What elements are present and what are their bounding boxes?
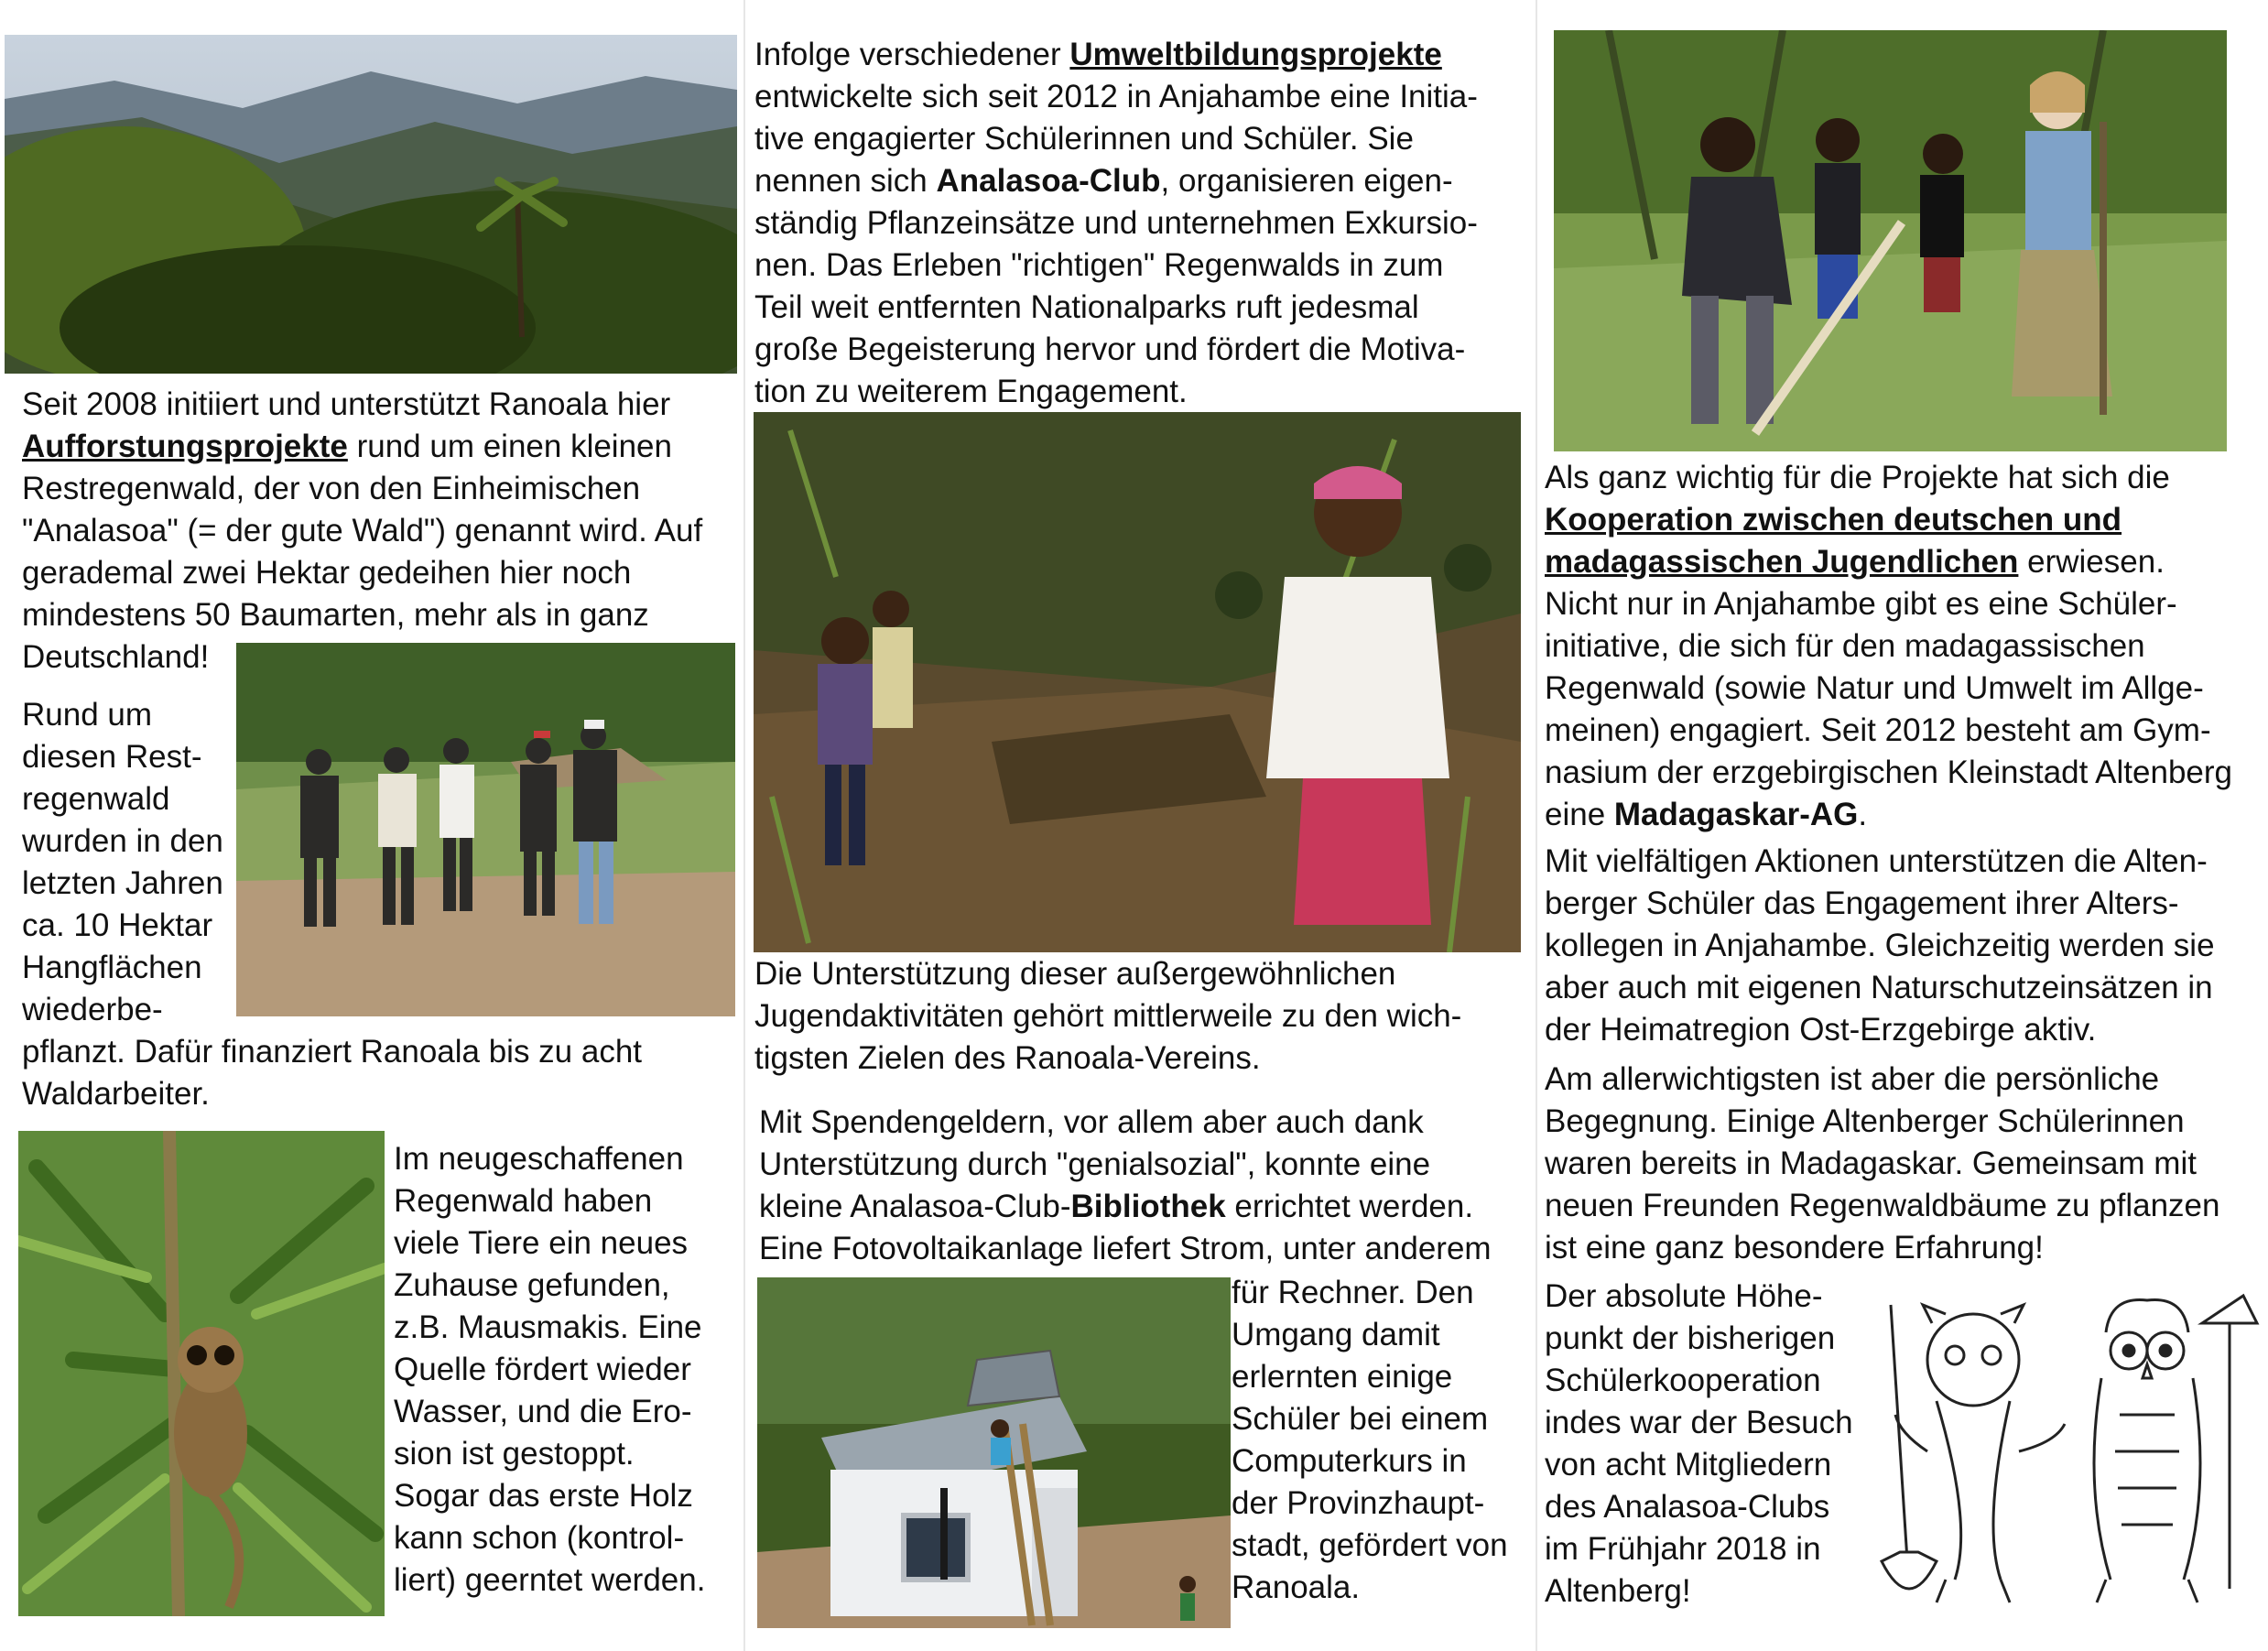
cooperation-link-part1[interactable]: Kooperation zwischen deutschen und <box>1545 502 2122 538</box>
cooperation-link-part2[interactable]: madagassischen Jugendlichen <box>1545 544 2019 580</box>
environmental-education-link[interactable]: Umweltbildungsprojekte <box>1069 37 1442 72</box>
students-planting-photo <box>1554 30 2227 451</box>
rainforest-landscape-photo <box>5 35 737 374</box>
column-divider-2 <box>1536 0 1537 1651</box>
replanting-paragraph: Rund um diesen Rest- regenwald wurden in den letzten Jahren ca. 10 Hektar Hangflächen wiederbe- <box>22 697 223 1027</box>
replanting-paragraph-tail: pflanzt. Dafür finanziert Ranoala bis zu acht Waldarbeiter. <box>22 1034 643 1112</box>
column-divider-1 <box>743 0 745 1651</box>
mouse-lemur-photo <box>18 1131 385 1616</box>
visit-paragraph: Der absolute Höhe- punkt der bisherigen Schülerkooperation indes war der Besuch von acht Mitgliedern des Analasoa-Clubs im Frühjahr 2018 in Altenberg! <box>1545 1278 1853 1609</box>
animals-paragraph: Im neugeschaffenen Regenwald haben viele Tiere ein neues Zuhause gefunden, z.B. Mausmakis. Eine Quelle fördert wieder Wasser, und die Ero- sion ist gestoppt. Sogar das erste Holz kann schon (kontrol- liert) geerntet werden. <box>394 1141 706 1598</box>
cooperation-paragraph: Als ganz wichtig für die Projekte hat sich die Kooperation zwischen deutschen und madagassischen Jugendlichen erwiesen. Nicht nur in Anjahambe gibt es eine Schüler- initiative, die sich für den madagassischen Regenwald (sowie Natur und Umwelt im Allge- meinen) engagiert. Seit 2012 besteht am Gym- nasium der erzgebirgischen Kleinstadt Altenberg eine Madagaskar-AG. <box>1545 460 2232 832</box>
reforestation-projects-link[interactable]: Aufforstungsprojekte <box>22 429 348 464</box>
lemur-and-owl-drawing <box>1872 1287 2262 1616</box>
analasoa-club-name: Analasoa-Club <box>936 163 1161 199</box>
girls-with-seedlings-photo <box>754 412 1521 952</box>
library-name: Bibliothek <box>1070 1189 1226 1224</box>
madagaskar-ag-name: Madagaskar-AG <box>1613 797 1859 832</box>
support-paragraph: Die Unterstützung dieser außergewöhnlichen Jugendaktivitäten gehört mittlerweile zu den wich- tigsten Zielen des Ranoala-Vereins. <box>754 956 1462 1076</box>
library-paragraph-right: für Rechner. Den Umgang damit erlernten einige Schüler bei einem Computerkurs in der Provinzhaupt- stadt, gefördert von Ranoala. <box>1232 1275 1508 1605</box>
library-paragraph: Mit Spendengeldern, vor allem aber auch dank Unterstützung durch "genialsozial", konnte eine kleine Analasoa-Club-Bibliothek errichtet werden. Eine Fotovoltaikanlage liefert Strom, unter anderem <box>759 1104 1492 1266</box>
forest-workers-photo <box>236 643 735 1016</box>
analasoa-club-paragraph: Infolge verschiedener Umweltbildungsprojekte entwickelte sich seit 2012 in Anjahambe eine Initia- tive engagierter Schülerinnen und Schüler. Sie nennen sich Analasoa-Club, organisieren eigen- ständig Pflanzeinsätze und unternehmen Exkursio- nen. Das Erleben "richtigen" Regenwalds in zum Teil weit entfernten Nationalparks ruft jedesmal große Begeisterung hervor und fördert die Motiva- tion zu weiterem Engagement. <box>754 37 1478 409</box>
actions-paragraph: Mit vielfältigen Aktionen unterstützen die Alten- berger Schüler das Engagement ihrer Alters- kollegen in Anjahambe. Gleichzeitig werden sie aber auch mit eigenen Naturschutzeinsätzen in der Heimatregion Ost-Erzgebirge aktiv. <box>1545 843 2215 1048</box>
reforestation-paragraph: Seit 2008 initiiert und unterstützt Ranoala hier Aufforstungsprojekte rund um einen kleinen Restregenwald, der von den Einheimischen "Analasoa" (= der gute Wald") genannt wird. Auf gerademal zwei Hektar gedeihen hier noch mindestens 50 Baumarten, mehr als in ganz Deutschland! <box>22 386 703 675</box>
encounter-paragraph: Am allerwichtigsten ist aber die persönliche Begegnung. Einige Altenberger Schülerinnen waren bereits in Madagaskar. Gemeinsam mit neuen Freunden Regenwaldbäume zu pflanzen ist eine ganz besondere Erfahrung! <box>1545 1061 2220 1265</box>
library-building-photo <box>757 1277 1231 1628</box>
